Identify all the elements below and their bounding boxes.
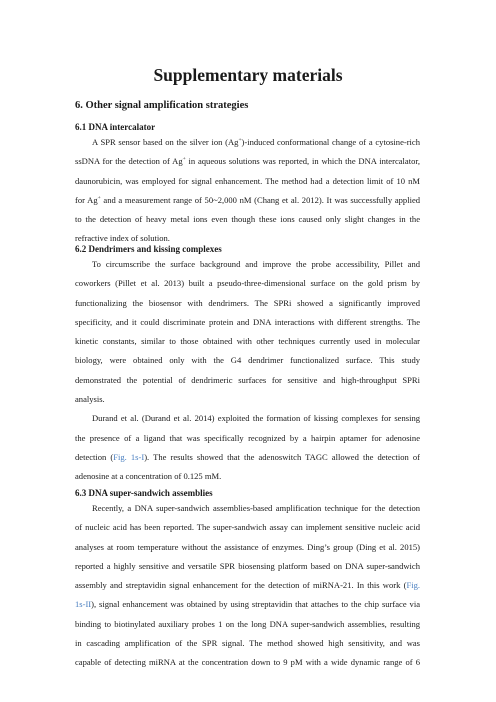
text-line: A SPR sensor based on the silver ion (Ag+)-induced conformational change of a cytosine-rich bbox=[92, 137, 421, 147]
text-line: Durand et al. (Durand et al. 2014) exploited the formation of kissing complexes for sensing bbox=[92, 413, 420, 424]
text-line: detection (Fig. 1s-I). The results showed that the adenoswitch TAGC allowed the detection of bbox=[75, 451, 421, 462]
text-line: refractive index of solution. bbox=[75, 233, 170, 244]
text-line: biology, were obtained only with the G4 dendrimer functionalized surface. This study bbox=[75, 355, 420, 366]
text-line: daunorubicin, was employed for signal enhancement. The method had a detection limit of 10 nM bbox=[75, 175, 420, 186]
text-line: analysis. bbox=[75, 394, 105, 405]
text-line: kinetic constants, similar to those obtained with other techniques currently used in molecular bbox=[75, 336, 420, 347]
text-line: demonstrated the potential of dendrimeric surfaces for sensitive and high-throughput SPRi bbox=[75, 374, 420, 385]
text-line: for Ag+ and a measurement range of 50~2,000 nM (Chang et al. 2012). It was successfully applied bbox=[75, 194, 421, 205]
figure-link-fig[interactable]: Fig. bbox=[406, 580, 420, 591]
subsection-heading-6-2: 6.2 Dendrimers and kissing complexes bbox=[75, 244, 222, 254]
figure-link-1s-ii[interactable]: 1s-II bbox=[75, 599, 92, 610]
text-line: in cascading amplification of the SPR signal. The method showed high sensitivity, and was bbox=[75, 638, 420, 649]
page-title: Supplementary materials bbox=[153, 65, 343, 85]
text-line: assembly and streptavidin signal enhancement for the detection of miRNA-21. In this work (Fig. bbox=[75, 580, 420, 591]
text-line: of nucleic acid has been reported. The super-sandwich assay can implement sensitive nucleic acid bbox=[75, 522, 420, 533]
text-line: binding to biotinylated auxiliary probes 1 on the long DNA super-sandwich assemblies, resulting bbox=[75, 618, 420, 629]
paragraph-dna-intercalator bbox=[75, 133, 420, 249]
text-line: 1s-II), signal enhancement was obtained by using streptavidin that attaches to the chip surface via bbox=[75, 599, 420, 610]
text-line: adenosine at a concentration of 0.125 mM. bbox=[75, 471, 222, 482]
subsection-heading-6-3: 6.3 DNA super-sandwich assemblies bbox=[75, 488, 213, 498]
paragraph-super-sandwich bbox=[75, 499, 420, 673]
paragraph-dendrimers bbox=[75, 255, 420, 487]
text-line: analyses at room temperature without the assistance of enzymes. Ding’s group (Ding et al. 2015) bbox=[75, 541, 420, 552]
text-line: coworkers (Pillet et al. 2013) built a pseudo-three-dimensional surface on the gold prism by bbox=[75, 278, 420, 289]
text-line: Recently, a DNA super-sandwich assemblies-based amplification technique for the detection bbox=[92, 503, 420, 513]
figure-link-1s-i[interactable]: Fig. 1s-I bbox=[113, 451, 145, 462]
text-line: ssDNA for the detection of Ag+ in aqueous solutions was reported, in which the DNA intercalator, bbox=[75, 156, 420, 167]
text-line: functionalizing the biosensor with dendrimers. The SPRi showed a significantly improved bbox=[75, 297, 420, 308]
subsection-heading-6-1: 6.1 DNA intercalator bbox=[75, 122, 156, 132]
text-line: specificity, and it could discriminate protein and DNA interactions with different strengths. The bbox=[75, 316, 420, 327]
text-line: capable of detecting miRNA at the concentration down to 9 pM with a wide dynamic range of 6 bbox=[75, 657, 420, 668]
text-line: reported a highly sensitive and versatile SPR biosensing platform based on DNA super-sandwich bbox=[75, 560, 420, 571]
text-line: To circumscribe the surface background and improve the probe accessibility, Pillet and bbox=[92, 259, 420, 269]
text-line: the presence of a ligand that was specifically recognized by a hairpin aptamer for adenosine bbox=[75, 432, 420, 443]
text-line: to the detection of heavy metal ions even though these ions caused only slight changes in the bbox=[75, 214, 420, 225]
section-heading: 6. Other signal amplification strategies bbox=[75, 100, 249, 111]
